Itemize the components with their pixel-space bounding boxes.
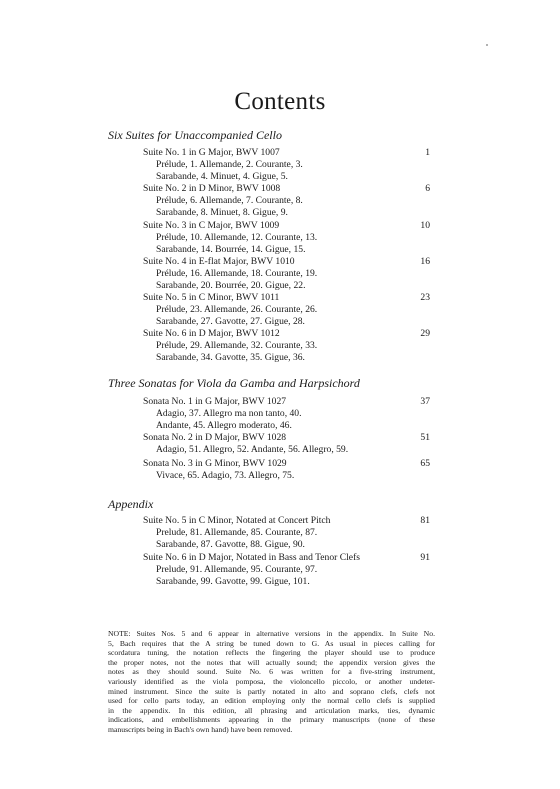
- entry-page-number: 10: [420, 220, 430, 231]
- entry-title: Suite No. 5 in C Minor, BWV 1011: [143, 292, 280, 303]
- entry-page-number: 65: [420, 458, 430, 469]
- entry-movements: Prélude, 1. Allemande, 2. Courante, 3.: [156, 159, 303, 170]
- note-line: variously identified as the viola pomposa, the violoncello piccolo, or another undeter-: [108, 676, 435, 686]
- toc-entry-suite-4: [143, 256, 428, 292]
- toc-entry-suite-6: [143, 328, 428, 364]
- paper-speck: [486, 44, 488, 46]
- entry-title: Suite No. 6 in D Major, Notated in Bass and Tenor Clefs: [143, 552, 360, 563]
- entry-title: Suite No. 2 in D Minor, BWV 1008: [143, 183, 281, 194]
- entry-movements: Sarabande, 20. Bourrée, 20. Gigue, 22.: [156, 280, 306, 291]
- entry-page-number: 29: [420, 328, 430, 339]
- entry-title: Sonata No. 1 in G Major, BWV 1027: [143, 396, 287, 407]
- entry-movements: Prélude, 10. Allemande, 12. Courante, 13.: [156, 232, 318, 243]
- entry-movements: Prélude, 29. Allemande, 32. Courante, 33.: [156, 340, 318, 351]
- note-line: used for cello parts today, an edition employing only the normal cello clefs is supplied: [108, 696, 435, 706]
- entry-page-number: 16: [420, 256, 430, 267]
- entry-movements: Adagio, 51. Allegro, 52. Andante, 56. Allegro, 59.: [156, 444, 349, 455]
- page-title: Contents: [234, 88, 326, 115]
- entry-title: Sonata No. 3 in G Minor, BWV 1029: [143, 458, 287, 469]
- note-line: manuscripts being in Bach's own hand) have been removed.: [108, 724, 293, 734]
- note-line: indications, and embellishments appearing in the primary manuscripts (none of these: [108, 715, 435, 725]
- note-line: mined instrument. Since the suite is partly notated in alto and soprano clefs, clefs not: [108, 686, 435, 696]
- entry-movements: Sarabande, 14. Bourrée, 14. Gigue, 15.: [156, 244, 306, 255]
- entry-title: Suite No. 1 in G Major, BWV 1007: [143, 147, 280, 158]
- entry-page-number: 37: [420, 396, 430, 407]
- note-line: 5, Bach requires that the A string be tuned down to G. As usual in pieces calling for: [108, 638, 435, 648]
- entry-title: Suite No. 6 in D Major, BWV 1012: [143, 328, 280, 339]
- note-line: scordatura tuning, the notation reflects the fingering the player should use to produce: [108, 648, 435, 658]
- toc-entry-sonata-2: [143, 432, 428, 456]
- entry-movements: Vivace, 65. Adagio, 73. Allegro, 75.: [156, 470, 295, 481]
- toc-entry-appendix-suite-6: [143, 552, 428, 588]
- section-heading-appendix: Appendix: [108, 497, 154, 511]
- entry-movements: Sarabande, 34. Gavotte, 35. Gigue, 36.: [156, 352, 305, 363]
- entry-title: Suite No. 5 in C Minor, Notated at Concert Pitch: [143, 515, 331, 526]
- entry-movements: Sarabande, 4. Minuet, 4. Gigue, 5.: [156, 171, 288, 182]
- entry-movements: Prélude, 23. Allemande, 26. Courante, 26.: [156, 304, 318, 315]
- entry-title: Sonata No. 2 in D Major, BWV 1028: [143, 432, 287, 443]
- entry-movements: Sarabande, 27. Gavotte, 27. Gigue, 28.: [156, 316, 305, 327]
- note-line: NOTE: Suites Nos. 5 and 6 appear in alternative versions in the appendix. In Suite No.: [108, 629, 435, 638]
- entry-page-number: 81: [420, 515, 430, 526]
- entry-movements: Prélude, 16. Allemande, 18. Courante, 19.: [156, 268, 318, 279]
- entry-movements: Prelude, 91. Allemande, 95. Courante, 97.: [156, 564, 318, 575]
- note-line: in the appendix. In this edition, all phrasing and articulation marks, ties, dynamic: [108, 705, 435, 715]
- note-line: notes as they should sound. Suite No. 6 was written for a five-string instrument,: [108, 667, 435, 677]
- toc-entry-suite-2: [143, 183, 428, 219]
- editorial-note: [108, 629, 435, 735]
- toc-entry-suite-5: [143, 292, 428, 328]
- entry-page-number: 23: [420, 292, 430, 303]
- entry-title: Suite No. 4 in E-flat Major, BWV 1010: [143, 256, 295, 267]
- entry-movements: Sarabande, 87. Gavotte, 88. Gigue, 90.: [156, 539, 305, 550]
- entry-movements: Prélude, 6. Allemande, 7. Courante, 8.: [156, 195, 303, 206]
- entry-page-number: 6: [425, 183, 430, 194]
- entry-movements: Sarabande, 99. Gavotte, 99. Gigue, 101.: [156, 576, 310, 587]
- entry-page-number: 1: [425, 147, 430, 158]
- toc-entry-suite-1: [143, 147, 428, 183]
- entry-title: Suite No. 3 in C Major, BWV 1009: [143, 220, 280, 231]
- entry-movements: Andante, 45. Allegro moderato, 46.: [156, 420, 292, 431]
- section-heading-cello-suites: Six Suites for Unaccompanied Cello: [108, 128, 282, 142]
- toc-entry-appendix-suite-5: [143, 515, 428, 551]
- toc-entry-sonata-1: [143, 396, 428, 432]
- toc-entry-suite-3: [143, 220, 428, 256]
- note-line: the proper notes, not the notes that will actually sound; the appendix version gives the: [108, 657, 435, 667]
- entry-movements: Adagio, 37. Allegro ma non tanto, 40.: [156, 408, 302, 419]
- entry-page-number: 91: [420, 552, 430, 563]
- section-heading-gamba-sonatas: Three Sonatas for Viola da Gamba and Harpsichord: [108, 376, 360, 390]
- toc-entry-sonata-3: [143, 458, 428, 482]
- entry-movements: Prelude, 81. Allemande, 85. Courante, 87.: [156, 527, 318, 538]
- entry-movements: Sarabande, 8. Minuet, 8. Gigue, 9.: [156, 207, 288, 218]
- entry-page-number: 51: [420, 432, 430, 443]
